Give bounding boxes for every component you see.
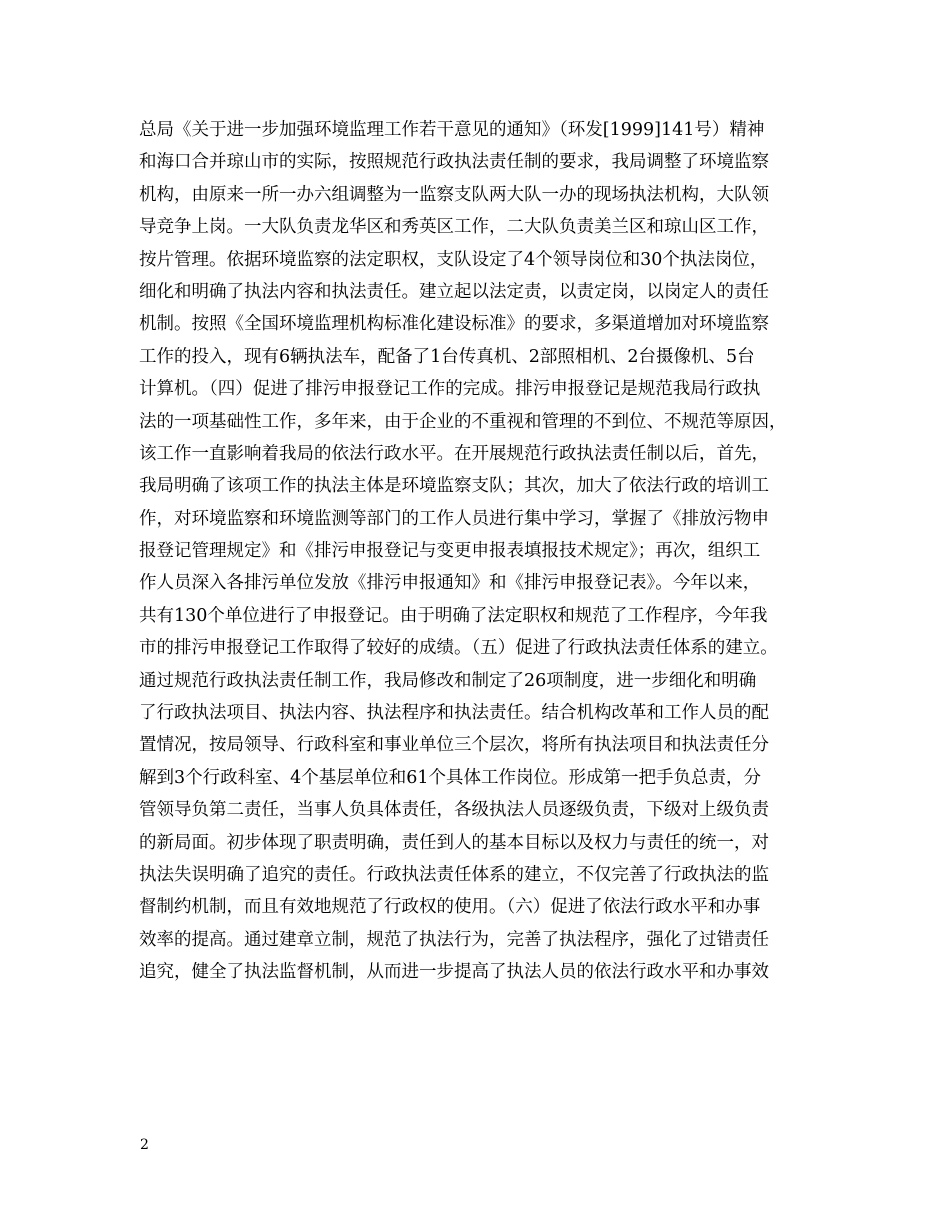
text-line: 的新局面。初步体现了职责明确，责任到人的基本目标以及权力与责任的统一，对: [139, 832, 769, 853]
text-line: 执法失误明确了追究的责任。行政执法责任体系的建立，不仅完善了行政执法的监: [139, 864, 769, 885]
text-line: 工作的投入，现有6辆执法车，配备了1台传真机、2部照相机、2台摄像机、5台: [139, 346, 755, 367]
text-line: 通过规范行政执法责任制工作，我局修改和制定了26项制度，进一步细化和明确: [139, 670, 757, 691]
text-line: 督制约机制，而且有效地规范了行政权的使用。（六）促进了依法行政水平和办事: [139, 897, 761, 918]
text-line: 计算机。（四）促进了排污申报登记工作的完成。排污申报登记是规范我局行政执: [139, 379, 761, 400]
body-text: [139, 114, 829, 989]
page-number: 2: [140, 1137, 149, 1153]
text-line: 作，对环境监察和环境监测等部门的工作人员进行集中学习，掌握了《排放污物申: [139, 508, 769, 529]
text-line: 机构，由原来一所一办六组调整为一监察支队两大队一办的现场执法机构，大队领: [139, 184, 769, 205]
text-line: 共有130个单位进行了申报登记。由于明确了法定职权和规范了工作程序，今年我: [139, 605, 768, 626]
text-line: 按片管理。依据环境监察的法定职权，支队设定了4个领导岗位和30个执法岗位，: [139, 249, 768, 270]
text-line: 管领导负第二责任，当事人负具体责任，各级执法人员逐级负责，下级对上级负责: [139, 800, 769, 821]
text-line: 我局明确了该项工作的执法主体是环境监察支队；其次，加大了依法行政的培训工: [139, 476, 769, 497]
text-line: 机制。按照《全国环境监理机构标准化建设标准》的要求，多渠道增加对环境监察: [139, 314, 769, 335]
text-line: 解到3个行政科室、4个基层单位和61个具体工作岗位。形成第一把手负总责，分: [139, 767, 762, 788]
text-line: 和海口合并琼山市的实际，按照规范行政执法责任制的要求，我局调整了环境监察: [139, 152, 769, 173]
text-line: 导竞争上岗。一大队负责龙华区和秀英区工作，二大队负责美兰区和琼山区工作，: [139, 217, 769, 238]
text-line: 了行政执法项目、执法内容、执法程序和执法责任。结合机构改革和工作人员的配: [139, 703, 769, 724]
text-line: 作人员深入各排污单位发放《排污申报通知》和《排污申报登记表》。今年以来，: [139, 573, 761, 594]
text-line: 市的排污申报登记工作取得了较好的成绩。（五）促进了行政执法责任体系的建立。: [139, 638, 778, 659]
text-line: 细化和明确了执法内容和执法责任。建立起以法定责，以责定岗，以岗定人的责任: [139, 281, 769, 302]
text-line: 追究，健全了执法监督机制，从而进一步提高了执法人员的依法行政水平和办事效: [139, 962, 769, 983]
text-line: 总局《关于进一步加强环境监理工作若干意见的通知》（环发[1999]141号）精神: [139, 120, 765, 140]
text-line: 报登记管理规定》和《排污申报登记与变更申报表填报技术规定》；再次，组织工: [139, 541, 761, 562]
text-line: 法的一项基础性工作，多年来，由于企业的不重视和管理的不到位、不规范等原因，: [139, 411, 787, 432]
text-line: 该工作一直影响着我局的依法行政水平。在开展规范行政执法责任制以后，首先，: [139, 443, 769, 464]
text-line: 置情况，按局领导、行政科室和事业单位三个层次，将所有执法项目和执法责任分: [139, 735, 769, 756]
text-line: 效率的提高。通过建章立制，规范了执法行为，完善了执法程序，强化了过错责任: [139, 929, 769, 950]
